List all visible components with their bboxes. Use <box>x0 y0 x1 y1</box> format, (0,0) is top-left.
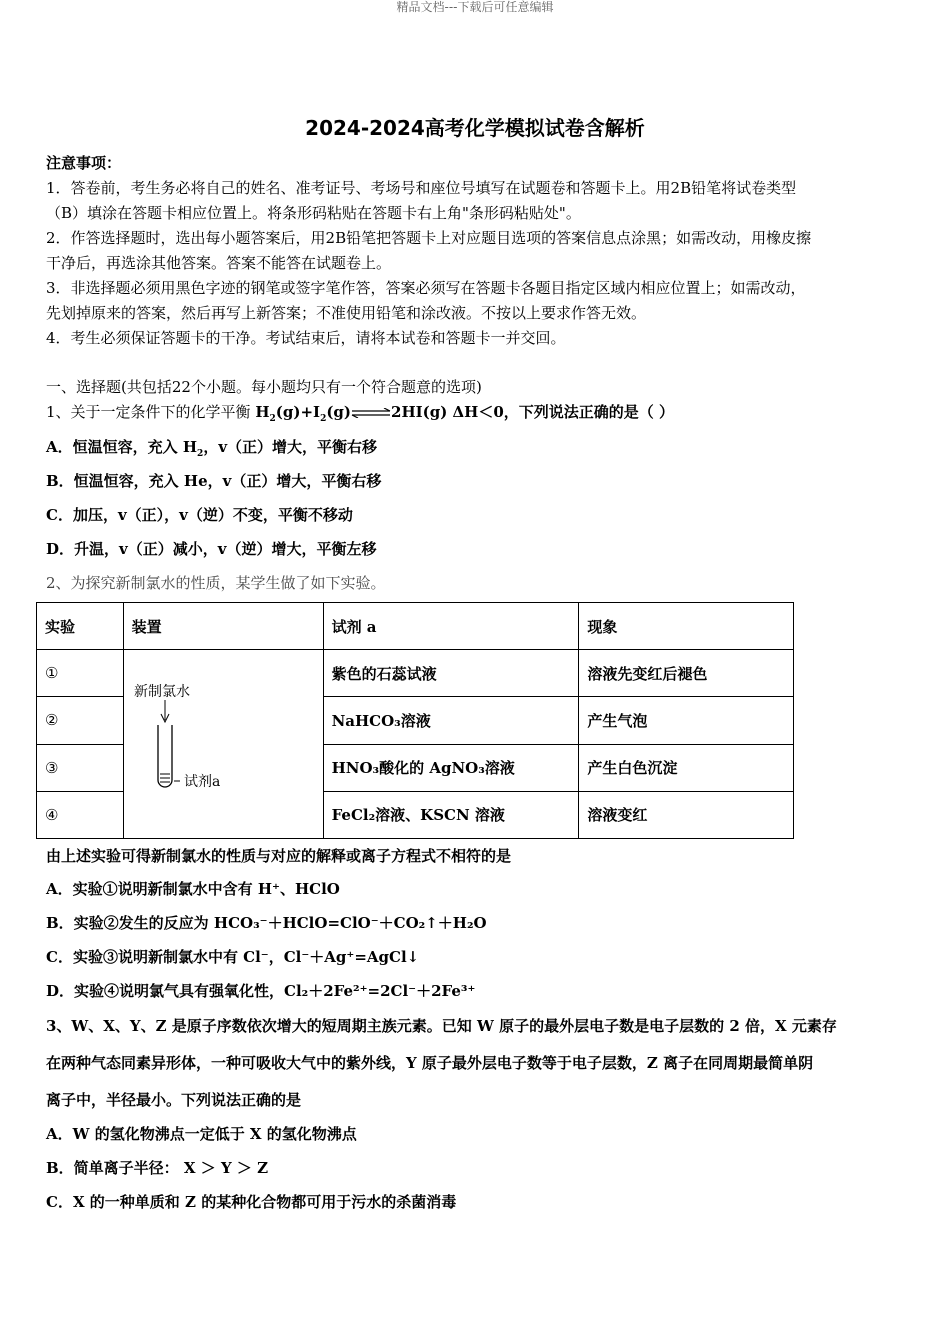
header-note: 精品文档---下载后可任意编辑 <box>396 0 554 14</box>
table-header-cell: 试剂 a <box>323 603 579 650</box>
question-3-stem-line: 离子中，半径最小。下列说法正确的是 <box>46 1091 302 1109</box>
experiment-id: ② <box>37 697 124 744</box>
question-1-stem: 1、关于一定条件下的化学平衡 $H_2(g)+I_2(g)$ 2HI(g) ΔH＜0，下列说法正确的是（ ） <box>46 403 675 424</box>
table-header-cell: 装置 <box>123 603 323 650</box>
q3-option-b: B．简单离子半径： X ＞ Y ＞ Z <box>46 1159 269 1177</box>
question-3-stem-line: 3、W、X、Y、Z 是原子序数依次增大的短周期主族元素。已知 W 原子的最外层电子数是电子层数的 2 倍，X 元素存 <box>46 1017 837 1035</box>
section-heading: 一、选择题(共包括22个小题。每小题均只有一个符合题意的选项) <box>46 378 482 396</box>
q2-option-d: D．实验④说明氯气具有强氧化性，Cl₂＋2Fe²⁺=2Cl⁻＋2Fe³⁺ <box>46 982 476 1000</box>
notice-line: （B）填涂在答题卡相应位置上。将条形码粘贴在答题卡右上角"条形码粘贴处"。 <box>46 204 581 222</box>
q3-option-a: A．W 的氢化物沸点一定低于 X 的氢化物沸点 <box>46 1125 357 1143</box>
experiment-id: ④ <box>37 791 124 838</box>
q1-stem-suffix: 2HI(g) ΔH＜0，下列说法正确的是（ ） <box>391 403 675 421</box>
table-header-cell: 实验 <box>37 603 124 650</box>
table-header-cell: 现象 <box>579 603 794 650</box>
table-row <box>37 650 794 697</box>
apparatus-label-reagent: 试剂a <box>183 774 220 790</box>
q1-stem-prefix: 1、关于一定条件下的化学平衡 <box>46 403 256 421</box>
apparatus-label-chlorine-water: 新制氯水 <box>133 684 190 700</box>
reagent-cell: HNO₃酸化的 AgNO₃溶液 <box>323 744 579 791</box>
apparatus-cell <box>123 650 323 839</box>
table-header-row <box>37 603 794 650</box>
question-2-prompt: 由上述实验可得新制氯水的性质与对应的解释或离子方程式不相符的是 <box>46 847 512 865</box>
notice-line: 先划掉原来的答案，然后再写上新答案；不准使用铅笔和涂改液。不按以上要求作答无效。 <box>46 304 647 322</box>
phenomenon-cell: 溶液变红 <box>579 791 794 838</box>
notice-line: 干净后，再选涂其他答案。答案不能答在试题卷上。 <box>46 254 392 272</box>
phenomenon-cell: 溶液先变红后褪色 <box>579 650 794 697</box>
question-2-stem: 2、为探究新制氯水的性质，某学生做了如下实验。 <box>46 574 386 592</box>
experiment-id: ③ <box>37 744 124 791</box>
q1-option-b: B．恒温恒容，充入 He，v（正）增大，平衡右移 <box>46 472 382 490</box>
notice-line: 4．考生必须保证答题卡的干净。考试结束后，请将本试卷和答题卡一并交回。 <box>46 329 566 347</box>
equilibrium-arrow-icon <box>351 408 391 418</box>
notice-line: 1．答卷前，考生务必将自己的姓名、准考证号、考场号和座位号填写在试题卷和答题卡上。用2B铅笔将试卷类型 <box>46 179 797 197</box>
notice-line: 3．非选择题必须用黑色字迹的钢笔或签字笔作答，答案必须写在答题卡各题目指定区域内相应位置上；如需改动， <box>46 279 806 297</box>
q2-option-a: A．实验①说明新制氯水中含有 H⁺、HClO <box>46 880 340 898</box>
reagent-cell: 紫色的石蕊试液 <box>323 650 579 697</box>
experiment-id: ① <box>37 650 124 697</box>
phenomenon-cell: 产生白色沉淀 <box>579 744 794 791</box>
q3-option-c: C．X 的一种单质和 Z 的某种化合物都可用于污水的杀菌消毒 <box>46 1193 457 1211</box>
test-tube-apparatus <box>124 650 322 838</box>
reagent-cell: FeCl₂溶液、KSCN 溶液 <box>323 791 579 838</box>
reagent-cell: NaHCO₃溶液 <box>323 697 579 744</box>
phenomenon-cell: 产生气泡 <box>579 697 794 744</box>
q1-option-a: A．恒温恒容，充入 $H_2$，v（正）增大，平衡右移 <box>46 438 378 459</box>
notice-line: 2．作答选择题时，选出每小题答案后，用2B铅笔把答题卡上对应题目选项的答案信息点涂黑；如需改动，用橡皮擦 <box>46 229 812 247</box>
q1-option-d: D．升温，v（正）减小，v（逆）增大，平衡左移 <box>46 540 377 558</box>
q1-option-c: C．加压，v（正），v（逆）不变，平衡不移动 <box>46 506 353 524</box>
document-title: 2024-2024高考化学模拟试卷含解析 <box>305 116 645 140</box>
question-3-stem-line: 在两种气态同素异形体，一种可吸收大气中的紫外线，Y 原子最外层电子数等于电子层数，Z 离子在同周期最简单阴 <box>46 1054 814 1072</box>
notice-heading: 注意事项： <box>46 154 122 172</box>
q2-option-c: C．实验③说明新制氯水中有 Cl⁻，Cl⁻＋Ag⁺=AgCl↓ <box>46 948 420 966</box>
q2-option-b: B．实验②发生的反应为 HCO₃⁻＋HClO=ClO⁻＋CO₂↑＋H₂O <box>46 914 487 932</box>
experiment-table <box>36 602 794 839</box>
